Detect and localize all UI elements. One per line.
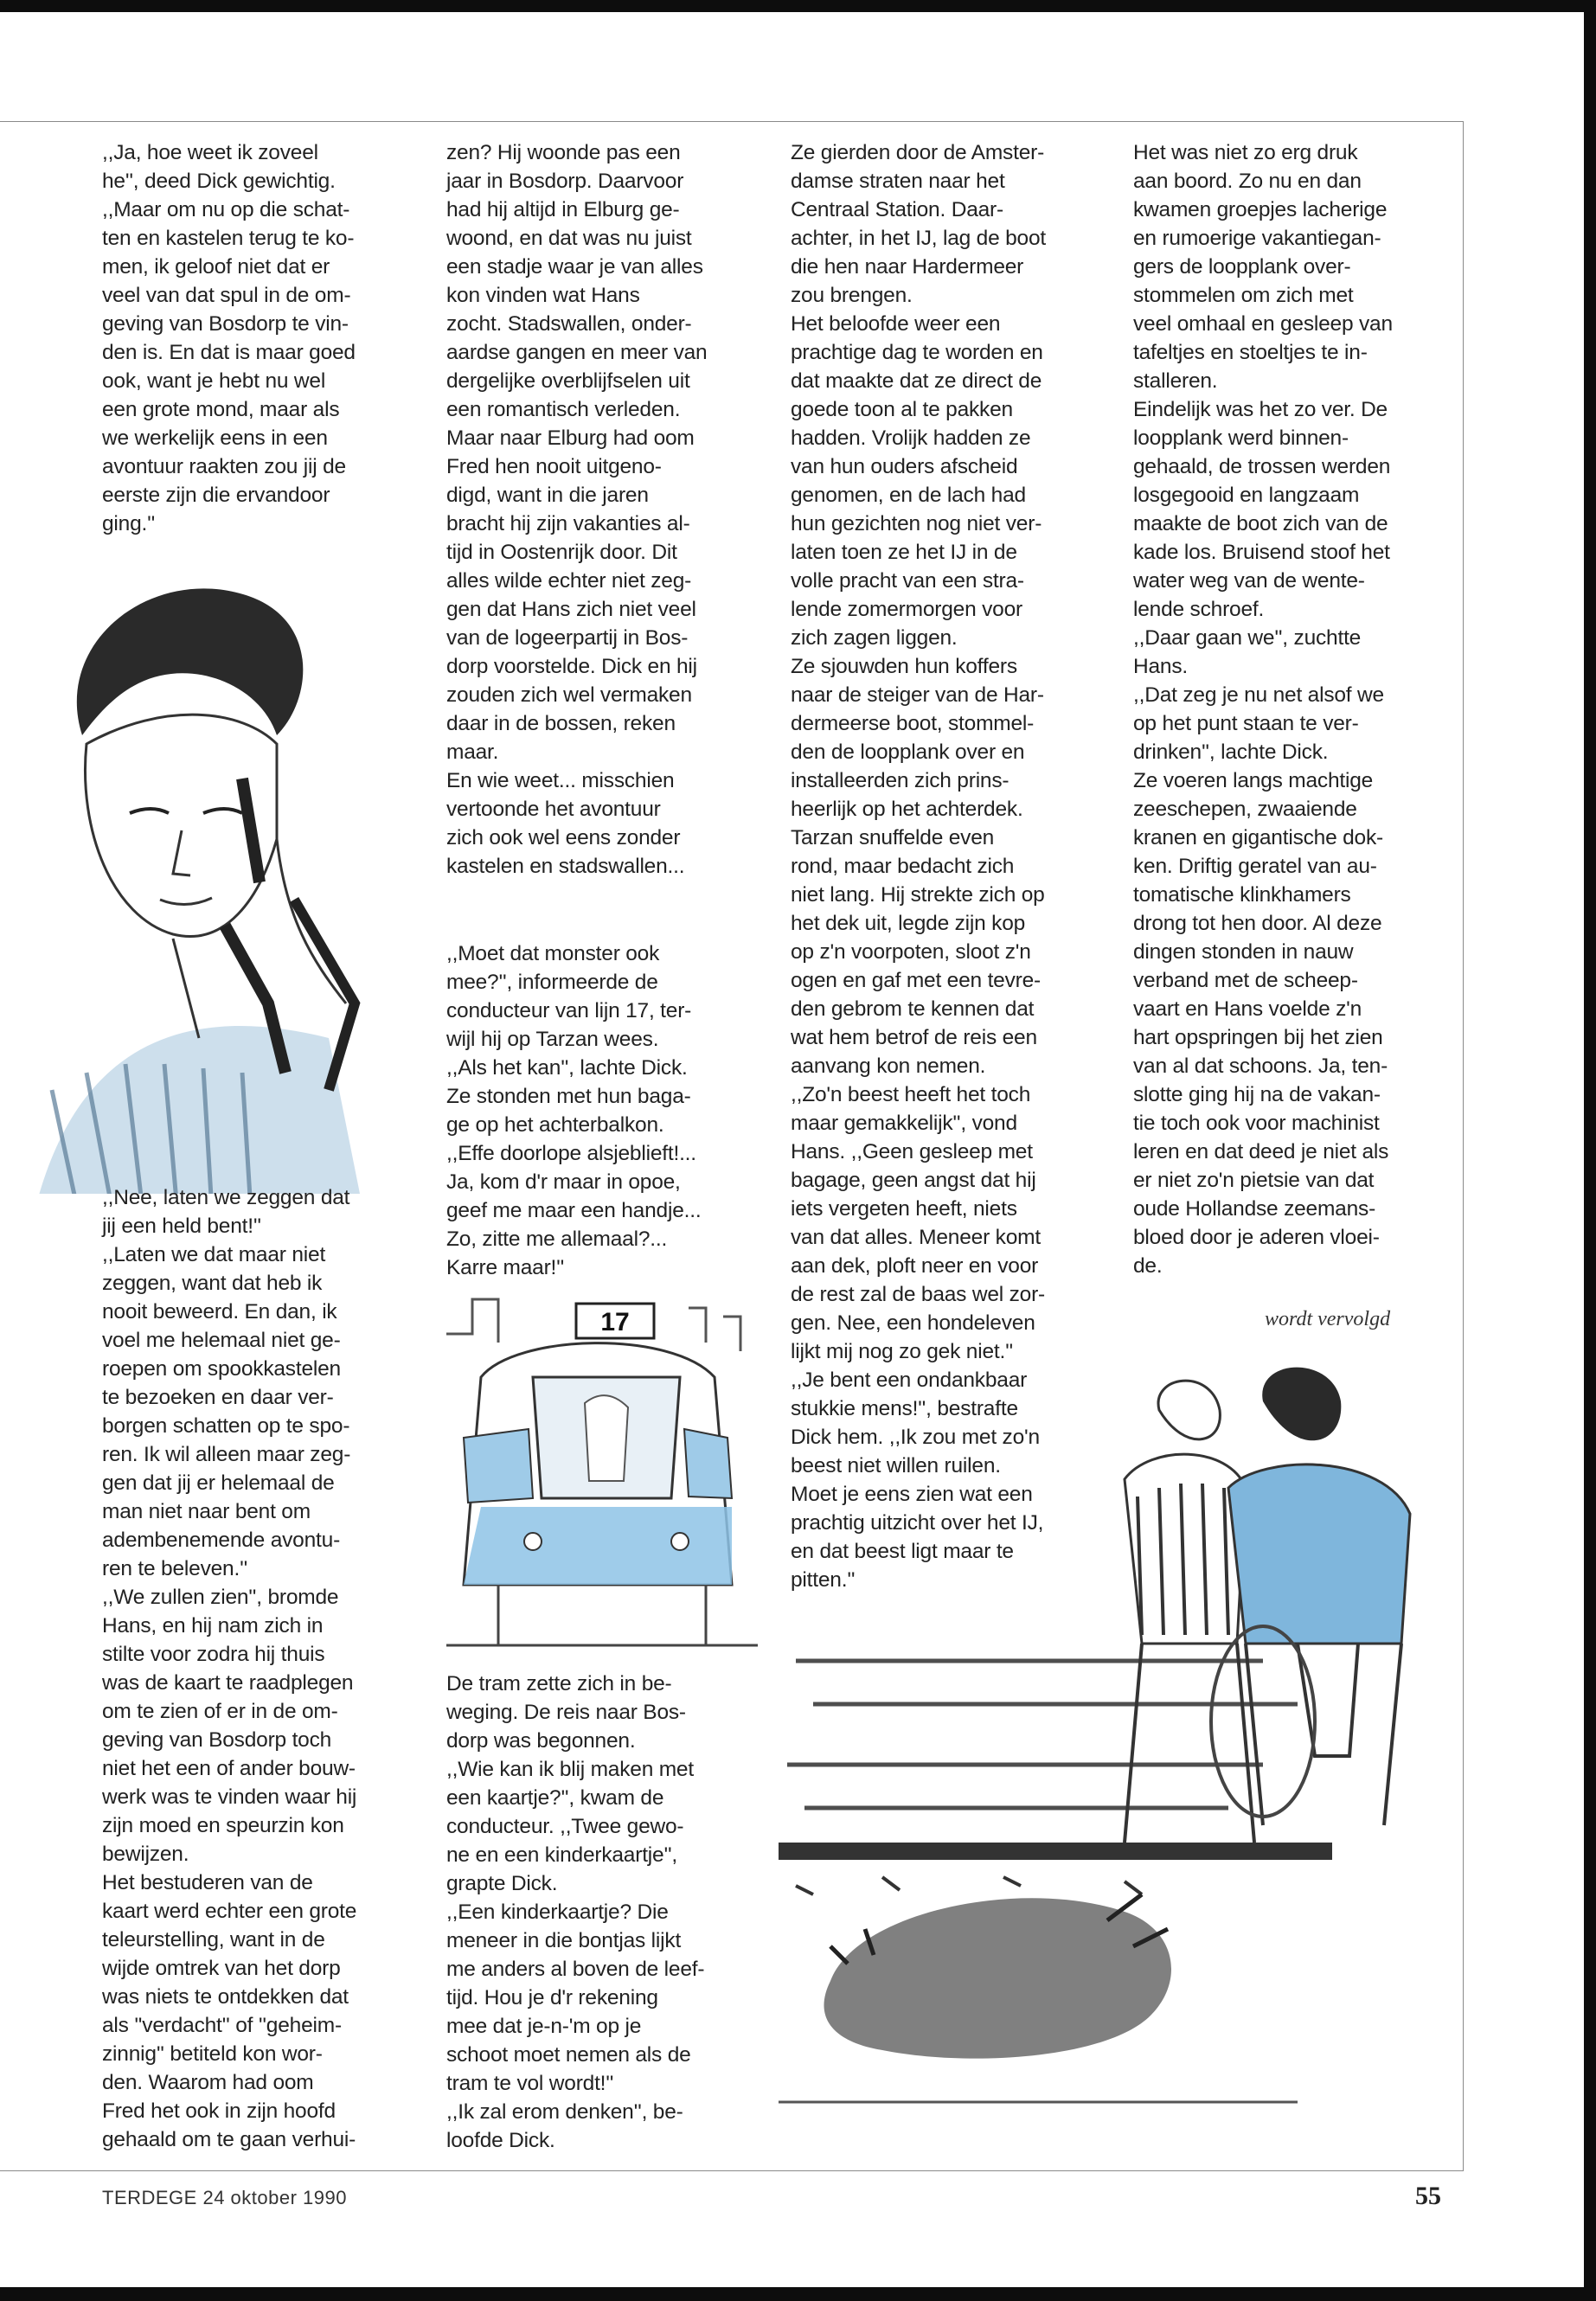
scan-border-top	[0, 0, 1596, 12]
column-2-bottom-text: De tram zette zich in be- weging. De reis naar Bos- dorp was begonnen. ,,Wie kan ik blij maken met een kaartje?'', kwam de conducteur. ,,Twee gewo- ne en een kinderkaartje'', grapte Dick. ,,Een kinderkaartje? Die meneer in die bontjas lijkt me anders al boven de leef- tijd. Hou je d'r rekening mee dat je-n-'m op je schoot moet nemen als de tram te vol wordt!'' ,,Ik zal erom denken'', be- loofde Dick.	[446, 1672, 705, 2152]
column-2-middle-text: ,,Moet dat monster ook mee?'', informeerde de conducteur van lijn 17, ter- wijl hij op Tarzan wees. ,,Als het kan'', lachte Dick. Ze stonden met hun baga- ge op het achterbalkon. ,,Effe doorlope alsjeblieft!... Ja, kom d'r maar in opoe, geef me maar een handje... Zo, zitte me allemaal?... Karre maar!''	[446, 942, 702, 1279]
to-be-continued: wordt vervolgd	[1265, 1308, 1391, 1330]
scan-border-right	[1584, 0, 1596, 2301]
scan-border-bottom	[0, 2287, 1596, 2301]
boat-deck-illustration	[779, 1358, 1453, 2163]
column-1-top-text: ,,Ja, hoe weet ik zoveel he'', deed Dick gewichtig. ,,Maar om nu op die schat- ten en kastelen terug te ko- men, ik geloof niet dat er veel van dat spul in de om- geving van Bosdorp te vin- den is. En dat is maar goed ook, want je hebt nu wel een grote mond, maar als we werkelijk eens in een avontuur raakten zou jij de eerste zijn die ervandoor ging.''	[102, 141, 356, 535]
tram-line-number: 17	[600, 1308, 630, 1336]
page-number: 55	[1415, 2182, 1441, 2210]
tram-illustration	[446, 1282, 758, 1654]
column-2-top-text: zen? Hij woonde pas een jaar in Bosdorp. Daarvoor had hij altijd in Elburg ge- woond, en dat was nu juist een stadje waar je van alles kon vinden wat Hans zocht. Stadswallen, onder- aardse gangen en meer van dergelijke overblijfselen uit een romantisch verleden. Maar naar Elburg had oom Fred hen nooit uitgeno- digd, want in die jaren bracht hij zijn vakanties al- tijd in Oostenrijk door. Dit alles wilde echter niet zeg- gen dat Hans zich niet veel van de logeerpartij in Bos- dorp voorstelde. Dick en hij zouden zich wel vermaken daar in de bossen, reken maar. En wie weet... misschien vertoonde het avontuur zich ook wel eens zonder kastelen en stadswallen...	[446, 141, 708, 878]
boy-portrait-illustration	[0, 554, 363, 1194]
column-4-text: Het was niet zo erg druk aan boord. Zo nu en dan kwamen groepjes lacherige en rumoerige vakantiegan- gers de loopplank over- stommelen om zich met veel omhaal en gesleep van tafeltjes en stoeltjes te in- stalleren. Eindelijk was het zo ver. De loopplank werd binnen- gehaald, de trossen werden losgegooid en langzaam maakte de boot zich van de kade los. Bruisend stoof het water weg van de wente- lende schroef. ,,Daar gaan we'', zuchtte Hans. ,,Dat zeg je nu net alsof we op het punt staan te ver- drinken'', lachte Dick. Ze voeren langs machtige zeeschepen, zwaaiende kranen en gigantische dok- ken. Driftig geratel van au- tomatische klinkhamers drong tot hen door. Al deze dingen stonden in nauw verband met de scheep- vaart en Hans voelde z'n hart opspringen bij het zien van al dat schoons. Ja, ten- slotte ging hij na de vakan- tie toch ook voor machinist leren en dat deed je niet als er niet zo'n pietsie van dat oude Hollandse zeemans- bloed door je aderen vloei- de.	[1133, 141, 1393, 1278]
column-1-bottom-text: ,,Nee, laten we zeggen dat jij een held bent!'' ,,Laten we dat maar niet zeggen, want dat heb ik nooit beweerd. En dan, ik voel me helemaal niet ge- roepen om spookkastelen te bezoeken en daar ver- borgen schatten op te spo- ren. Ik wil alleen maar zeg- gen dat jij er helemaal de man niet naar bent om adembenemende avontu- ren te beleven.'' ,,We zullen zien'', bromde Hans, en hij nam zich in stilte voor zodra hij thuis was de kaart te raadplegen om te zien of er in de om- geving van Bosdorp toch niet het een of ander bouw- werk was te vinden waar hij zijn moed en speurzin kon bewijzen. Het bestuderen van de kaart werd echter een grote teleurstelling, want in de wijde omtrek van het dorp was niets te ontdekken dat als ''verdacht'' of ''geheim- zinnig'' betiteld kon wor- den. Waarom had oom Fred het ook in zijn hoofd gehaald om te gaan verhui-	[102, 1186, 357, 2151]
column-3-text: Ze gierden door de Amster- damse straten naar het Centraal Station. Daar- achter, in het IJ, lag de boot die hen naar Hardermeer zou brengen. Het beloofde weer een prachtige dag te worden en dat maakte dat ze direct de goede toon al te pakken hadden. Vrolijk hadden ze van hun ouders afscheid genomen, en de lach had hun gezichten nog niet ver- laten toen ze het IJ in de volle pracht van een stra- lende zomermorgen voor zich zagen liggen. Ze sjouwden hun koffers naar de steiger van de Har- dermeerse boot, stommel- den de loopplank over en installeerden zich prins- heerlijk op het achterdek. Tarzan snuffelde even rond, maar bedacht zich niet lang. Hij strekte zich op het dek uit, legde zijn kop op z'n voorpoten, sloot z'n ogen en gaf met een tevre- den gebrom te kennen dat wat hem betrof de reis een aanvang kon nemen. ,,Zo'n beest heeft het toch maar gemakkelijk'', vond Hans. ,,Geen gesleep met bagage, geen angst dat hij iets vergeten heeft, niets van dat alles. Meneer komt aan dek, ploft neer en voor de rest zal de baas wel zor- gen. Nee, een hondeleven lijkt mij nog zo gek niet.'' ,,Je bent een ondankbaar stukkie mens!'', bestrafte Dick hem. ,,Ik zou met zo'n beest niet willen ruilen. Moet je eens zien wat een prachtig uitzicht over het IJ, en dat beest ligt maar te pitten.''	[791, 141, 1047, 1592]
publication-info: TERDEGE 24 oktober 1990	[102, 2187, 347, 2208]
